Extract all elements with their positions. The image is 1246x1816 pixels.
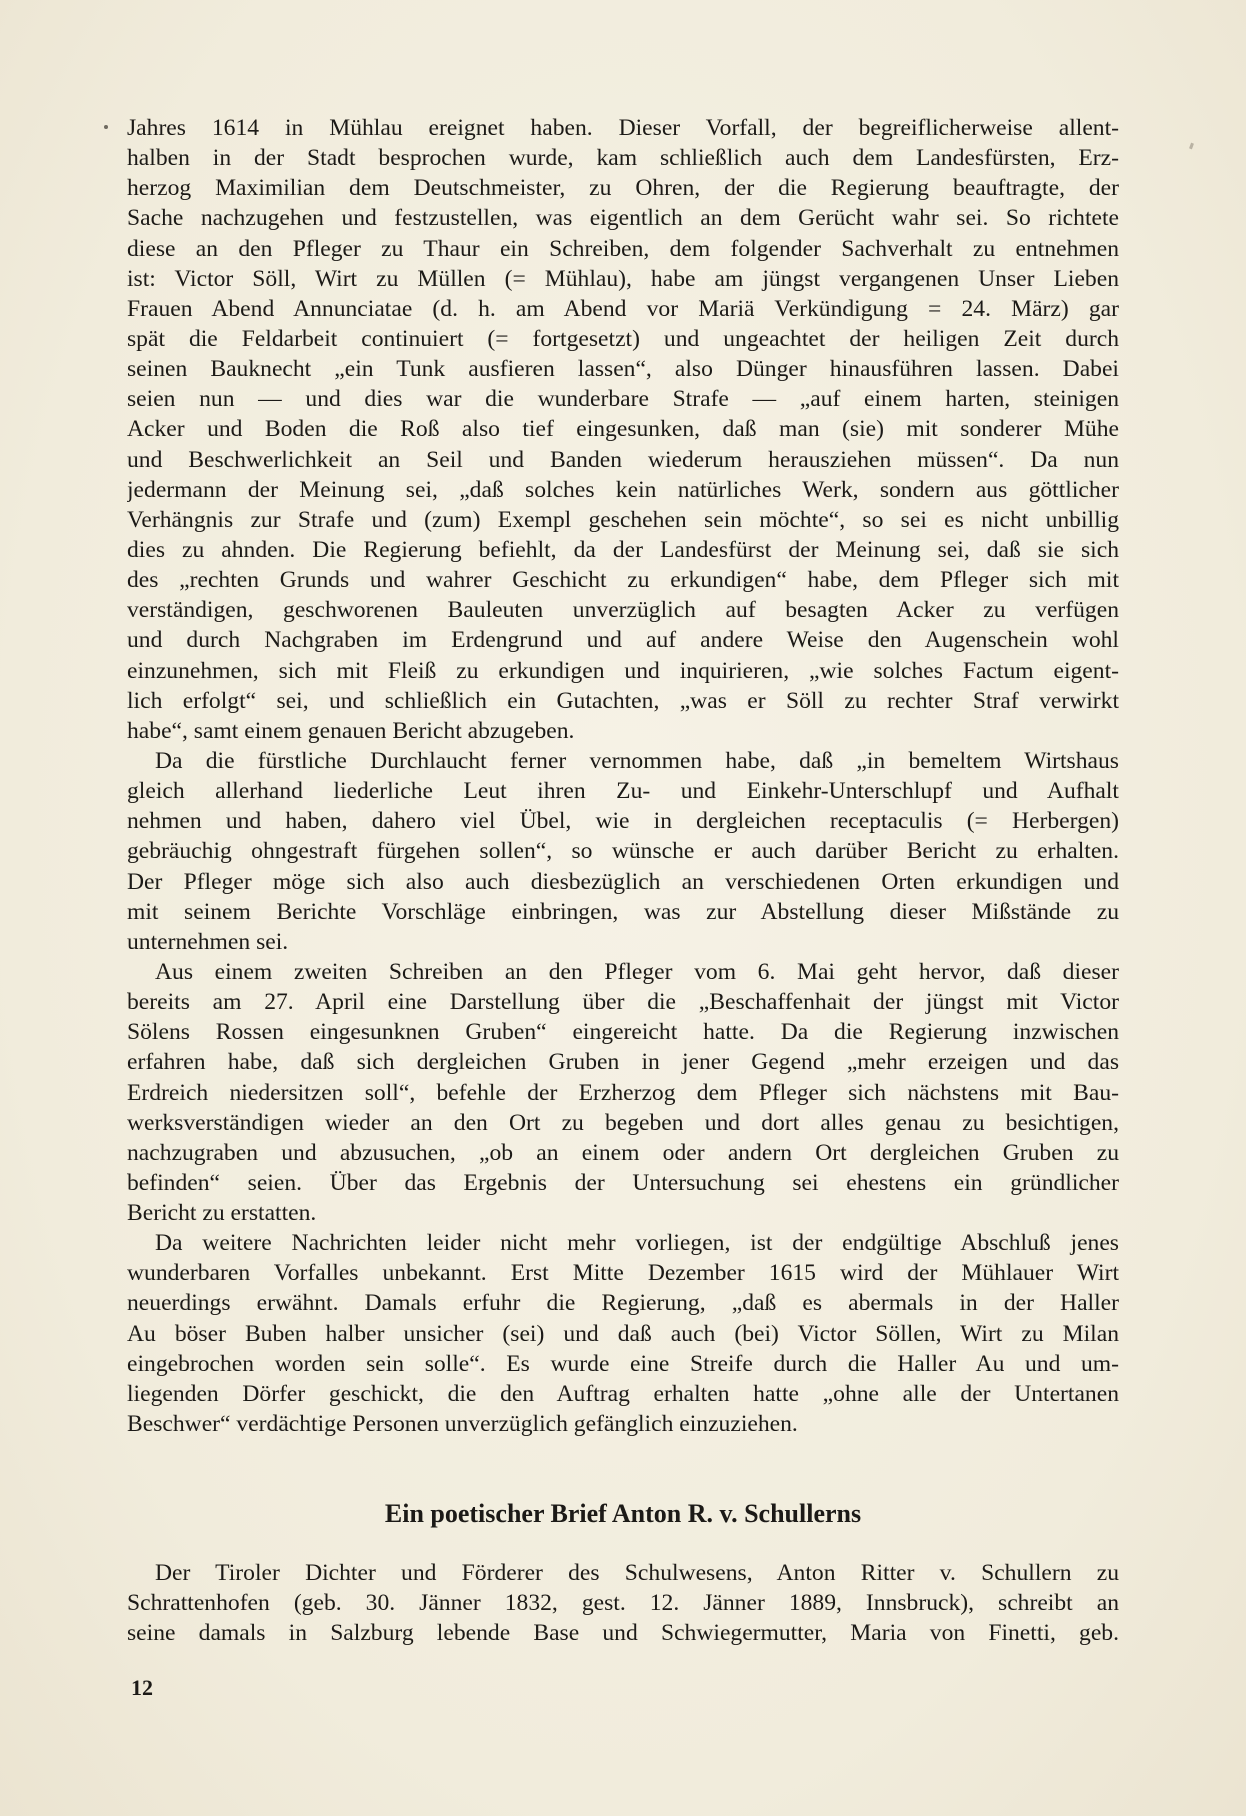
text-line: Sache nachzugehen und festzustellen, was eigentlich an dem Gerücht wahr sei. So richtete xyxy=(127,205,1119,232)
text-line: diese an den Pfleger zu Thaur ein Schreiben, dem folgender Sachverhalt zu entnehmen xyxy=(127,235,1119,262)
text-line: nachzugraben und abzusuchen, „ob an einem oder andern Ort dergleichen Gruben zu xyxy=(127,1139,1119,1166)
text-line: wunderbaren Vorfalles unbekannt. Erst Mitte Dezember 1615 wird der Mühlauer Wirt xyxy=(127,1260,1119,1287)
paragraph-start-line: Da die fürstliche Durchlaucht ferner vernommen habe, daß „in bemeltem Wirtshaus xyxy=(155,747,1119,774)
paragraph-start-line: Der Tiroler Dichter und Förderer des Schulwesens, Anton Ritter v. Schullern zu xyxy=(155,1560,1119,1586)
paragraph-start-line: Da weitere Nachrichten leider nicht mehr vorliegen, ist der endgültige Abschluß jenes xyxy=(155,1230,1119,1257)
text-line: seinen Bauknecht „ein Tunk ausfieren lassen“, also Dünger hinausführen lassen. Dabei xyxy=(127,356,1119,383)
section-heading: Ein poetischer Brief Anton R. v. Schullerns xyxy=(384,1499,862,1528)
margin-mark xyxy=(104,125,108,129)
text-line: herzog Maximilian dem Deutschmeister, zu Ohren, der die Regierung beauftragte, der xyxy=(127,175,1119,202)
text-line: ist: Victor Söll, Wirt zu Müllen (= Mühlau), habe am jüngst vergangenen Unser Lieben xyxy=(127,265,1119,292)
text-line: bereits am 27. April eine Darstellung über die „Beschaffenhait der jüngst mit Victor xyxy=(127,989,1119,1016)
text-line: Frauen Abend Annunciatae (d. h. am Abend vor Mariä Verkündigung = 24. März) gar xyxy=(127,295,1119,322)
text-line: verständigen, geschworenen Bauleuten unverzüglich auf besagten Acker zu verfügen xyxy=(127,597,1119,624)
body-text xyxy=(127,113,1119,1439)
text-line: unternehmen sei. xyxy=(127,928,289,955)
text-line: spät die Feldarbeit continuiert (= fortgesetzt) und ungeachtet der heiligen Zeit durch xyxy=(127,325,1119,352)
text-line: gebräuchig ohngestraft fürgehen sollen“, so wünsche er auch darüber Bericht zu erhalten. xyxy=(127,838,1119,865)
text-line: Verhängnis zur Strafe und (zum) Exempl geschehen sein möchte“, so sei es nicht unbillig xyxy=(127,506,1119,533)
text-line: nehmen und haben, dahero viel Übel, wie in dergleichen receptaculis (= Herbergen) xyxy=(127,808,1119,835)
text-line: erfahren habe, daß sich dergleichen Gruben in jener Gegend „mehr erzeigen und das xyxy=(127,1049,1119,1076)
text-line: und Beschwerlichkeit an Seil und Banden wiederum herausziehen müssen“. Da nun xyxy=(127,446,1119,473)
text-line: habe“, samt einem genauen Bericht abzugeben. xyxy=(127,717,575,744)
text-line: Schrattenhofen (geb. 30. Jänner 1832, gest. 12. Jänner 1889, Innsbruck), schreibt an xyxy=(127,1590,1119,1617)
text-line: dies zu ahnden. Die Regierung befiehlt, da der Landesfürst der Meinung sei, daß sie sich xyxy=(127,536,1119,563)
paper-speck xyxy=(1189,143,1194,150)
text-line: eingebrochen worden sein solle“. Es wurde eine Streife durch die Haller Au und um- xyxy=(127,1350,1119,1377)
text-line: Beschwer“ verdächtige Personen unverzüglich gefänglich einzuziehen. xyxy=(127,1411,798,1438)
text-line: Erdreich niedersitzen soll“, befehle der Erzherzog dem Pfleger sich nächstens mit Bau- xyxy=(127,1079,1119,1106)
text-line: Der Pfleger möge sich also auch diesbezüglich an verschiedenen Orten erkundigen und xyxy=(127,868,1119,895)
text-line: neuerdings erwähnt. Damals erfuhr die Regierung, „daß es abermals in der Haller xyxy=(127,1290,1119,1317)
text-line: und durch Nachgraben im Erdengrund und auf andere Weise den Augenschein wohl xyxy=(127,627,1119,654)
text-line: befinden“ seien. Über das Ergebnis der Untersuchung sei ehestens ein gründlicher xyxy=(127,1169,1119,1196)
text-line: gleich allerhand liederliche Leut ihren Zu- und Einkehr-Unterschlupf und Aufhalt xyxy=(127,778,1119,805)
text-line: seine damals in Salzburg lebende Base und Schwiegermutter, Maria von Finetti, geb. xyxy=(127,1620,1119,1647)
text-line: liegenden Dörfer geschickt, die den Auftrag erhalten hatte „ohne alle der Untertanen xyxy=(127,1380,1119,1407)
section-body-text xyxy=(127,1558,1119,1648)
text-line: lich erfolgt“ sei, und schließlich ein Gutachten, „was er Söll zu rechter Straf verwirkt xyxy=(127,687,1119,714)
text-line: jedermann der Meinung sei, „daß solches kein natürliches Werk, sondern aus göttlicher xyxy=(127,476,1119,503)
text-line: mit seinem Berichte Vorschläge einbringen, was zur Abstellung dieser Mißstände zu xyxy=(127,898,1119,925)
paragraph-start-line: Aus einem zweiten Schreiben an den Pfleger vom 6. Mai geht hervor, daß dieser xyxy=(155,958,1119,985)
text-line: Bericht zu erstatten. xyxy=(127,1200,317,1227)
text-line: seien nun — und dies war die wunderbare Strafe — „auf einem harten, steinigen xyxy=(127,386,1119,413)
text-line: Acker und Boden die Roß also tief eingesunken, daß man (sie) mit sonderer Mühe xyxy=(127,416,1119,443)
text-line: einzunehmen, sich mit Fleiß zu erkundigen und inquirieren, „wie solches Factum eigent- xyxy=(127,657,1119,684)
page-number: 12 xyxy=(131,1675,153,1700)
text-line: Au böser Buben halber unsicher (sei) und daß auch (bei) Victor Söllen, Wirt zu Milan xyxy=(127,1320,1119,1347)
text-line: Jahres 1614 in Mühlau ereignet haben. Dieser Vorfall, der begreiflicherweise allent- xyxy=(127,115,1119,141)
text-line: halben in der Stadt besprochen wurde, kam schließlich auch dem Landesfürsten, Erz- xyxy=(127,145,1119,172)
text-line: Sölens Rossen eingesunknen Gruben“ eingereicht hatte. Da die Regierung inzwischen xyxy=(127,1019,1119,1046)
text-line: werksverständigen wieder an den Ort zu begeben und dort alles genau zu besichtigen, xyxy=(127,1109,1119,1136)
text-line: des „rechten Grunds und wahrer Geschicht zu erkundigen“ habe, dem Pfleger sich mit xyxy=(127,567,1119,594)
